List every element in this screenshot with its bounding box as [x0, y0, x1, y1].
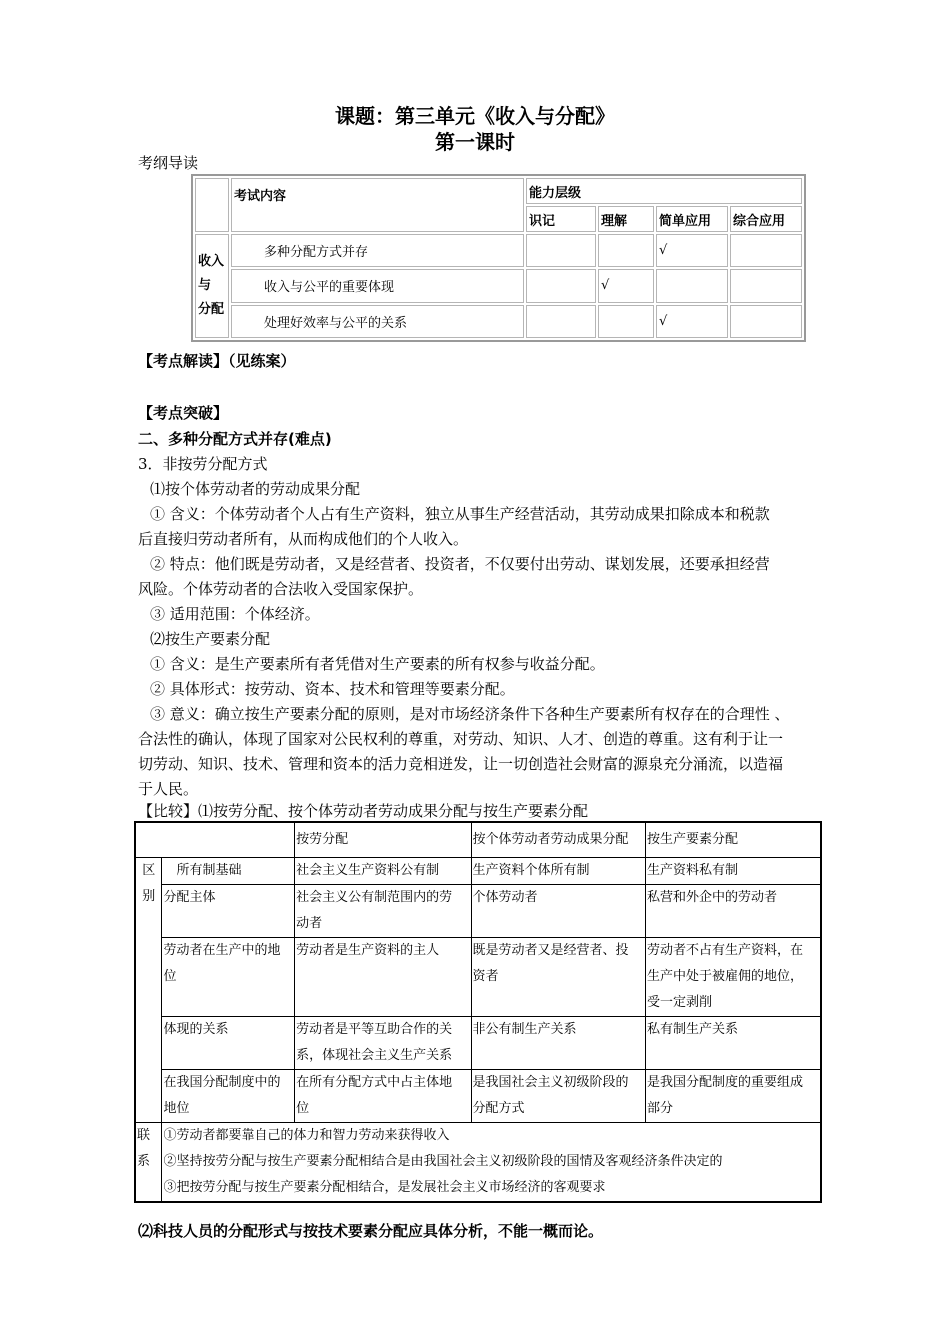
closing-note: ⑵科技人员的分配形式与按技术要素分配应具体分析，不能一概而论。: [138, 1222, 604, 1240]
value-cell: 生产资料个体所有制: [471, 857, 645, 884]
paragraph: ② 具体形式：按劳动、资本、技术和管理等要素分配。: [150, 680, 515, 698]
corner-cell: [195, 178, 229, 232]
paragraph: 合法性的确认，体现了国家对公民权利的尊重，对劳动、知识、人才、创造的尊重。这有利于让一: [138, 730, 784, 748]
comparison-table: [134, 821, 822, 1203]
paragraph: ① 含义：是生产要素所有者凭借对生产要素的所有权参与收益分配。: [150, 655, 605, 673]
link-item: ②坚持按劳分配与按生产要素分配相结合是由我国社会主义初级阶段的国情及客观经济条件决定的: [163, 1153, 723, 1169]
paragraph: ⑵按生产要素分配: [150, 630, 271, 648]
page-title: 课题：第三单元《收入与分配》: [335, 104, 615, 128]
outline-label: 考纲导读: [138, 154, 199, 172]
group-label: 收入 与 分配: [195, 234, 229, 338]
aspect-cell: 体现的关系: [162, 1016, 295, 1069]
check-mark: √: [598, 269, 654, 302]
cell: [730, 305, 802, 338]
section-breakthrough: 【考点突破】: [138, 404, 229, 422]
value-cell: 社会主义生产资料公有制: [295, 857, 471, 884]
value-cell: 劳动者是生产资料的主人: [295, 937, 471, 1016]
paragraph: ② 特点：他们既是劳动者，又是经营者、投资者，不仅要付出劳动、谋划发展，还要承担经营: [150, 555, 770, 573]
link-cell: [162, 1122, 821, 1202]
header-content: 考试内容: [231, 178, 524, 232]
paragraph: 风险。个体劳动者的合法收入受国家保护。: [138, 580, 424, 598]
paragraph: ③ 意义：确立按生产要素分配的原则，是对市场经济条件下各种生产要素所有权存在的合理性 、: [150, 705, 790, 723]
level-simple-apply: 简单应用: [656, 206, 728, 232]
paragraph: ⑴按个体劳动者的劳动成果分配: [150, 480, 361, 498]
cell: [730, 234, 802, 267]
paragraph: ③ 适用范围：个体经济。: [150, 605, 320, 623]
link-item: ③把按劳分配与按生产要素分配相结合，是发展社会主义市场经济的客观要求: [163, 1179, 606, 1195]
value-cell: 社会主义公有制范围内的劳 动者: [295, 884, 471, 937]
corner-cell: [135, 822, 295, 857]
aspect-cell: 在我国分配制度中的 地位: [162, 1069, 295, 1122]
value-cell: 是我国社会主义初级阶段的 分配方式: [471, 1069, 645, 1122]
compare-heading: 【比较】⑴按劳分配、按个体劳动者劳动成果分配与按生产要素分配: [138, 802, 589, 820]
header-level: 能力层级: [526, 178, 802, 204]
row-item: 多种分配方式并存: [231, 234, 524, 267]
level-recall: 识记: [526, 206, 596, 232]
value-cell: 私营和外企中的劳动者: [646, 884, 822, 937]
subheading: 二、多种分配方式并存(难点): [138, 430, 332, 448]
cell: [656, 269, 728, 302]
cell: [598, 234, 654, 267]
cell: [526, 305, 596, 338]
section-interpret: 【考点解读】（见练案）: [138, 352, 296, 370]
cell: [598, 305, 654, 338]
value-cell: 既是劳动者又是经营者、投 资者: [471, 937, 645, 1016]
header-factor: 按生产要素分配: [646, 822, 822, 857]
link-label: 联 系: [135, 1122, 162, 1202]
page-subtitle: 第一课时: [435, 130, 515, 154]
paragraph: 于人民。: [138, 780, 199, 798]
value-cell: 劳动者是平等互助合作的关 系，体现社会主义生产关系: [295, 1016, 471, 1069]
check-mark: √: [656, 305, 728, 338]
paragraph: 切劳动、知识、技术、管理和资本的活力竞相迸发，让一切创造社会财富的源泉充分涌流，以造福: [138, 755, 784, 773]
value-cell: 在所有分配方式中占主体地 位: [295, 1069, 471, 1122]
value-cell: 生产资料私有制: [646, 857, 822, 884]
paragraph: 3．非按劳分配方式: [138, 455, 268, 473]
level-complex-apply: 综合应用: [730, 206, 802, 232]
link-item: ①劳动者都要靠自己的体力和智力劳动来获得收入: [163, 1127, 450, 1143]
paragraph: ① 含义：个体劳动者个人占有生产资料，独立从事生产经营活动，其劳动成果扣除成本和税款: [150, 505, 770, 523]
paragraph: 后直接归劳动者所有，从而构成他们的个人收入。: [138, 530, 469, 548]
value-cell: 非公有制生产关系: [471, 1016, 645, 1069]
row-item: 处理好效率与公平的关系: [231, 305, 524, 338]
header-individual: 按个体劳动者劳动成果分配: [471, 822, 645, 857]
cell: [526, 234, 596, 267]
cell: [526, 269, 596, 302]
diff-label: 区 别: [135, 857, 162, 1122]
cell: [730, 269, 802, 302]
aspect-cell: 分配主体: [162, 884, 295, 937]
exam-outline-table: [191, 174, 806, 342]
header-labor: 按劳分配: [295, 822, 471, 857]
check-mark: √: [656, 234, 728, 267]
aspect-cell: 劳动者在生产中的地 位: [162, 937, 295, 1016]
value-cell: 个体劳动者: [471, 884, 645, 937]
aspect-cell: 所有制基础: [162, 857, 295, 884]
value-cell: 是我国分配制度的重要组成 部分: [646, 1069, 822, 1122]
value-cell: 劳动者不占有生产资料，在 生产中处于被雇佣的地位， 受一定剥削: [646, 937, 822, 1016]
level-understand: 理解: [598, 206, 654, 232]
row-item: 收入与公平的重要体现: [231, 269, 524, 302]
value-cell: 私有制生产关系: [646, 1016, 822, 1069]
